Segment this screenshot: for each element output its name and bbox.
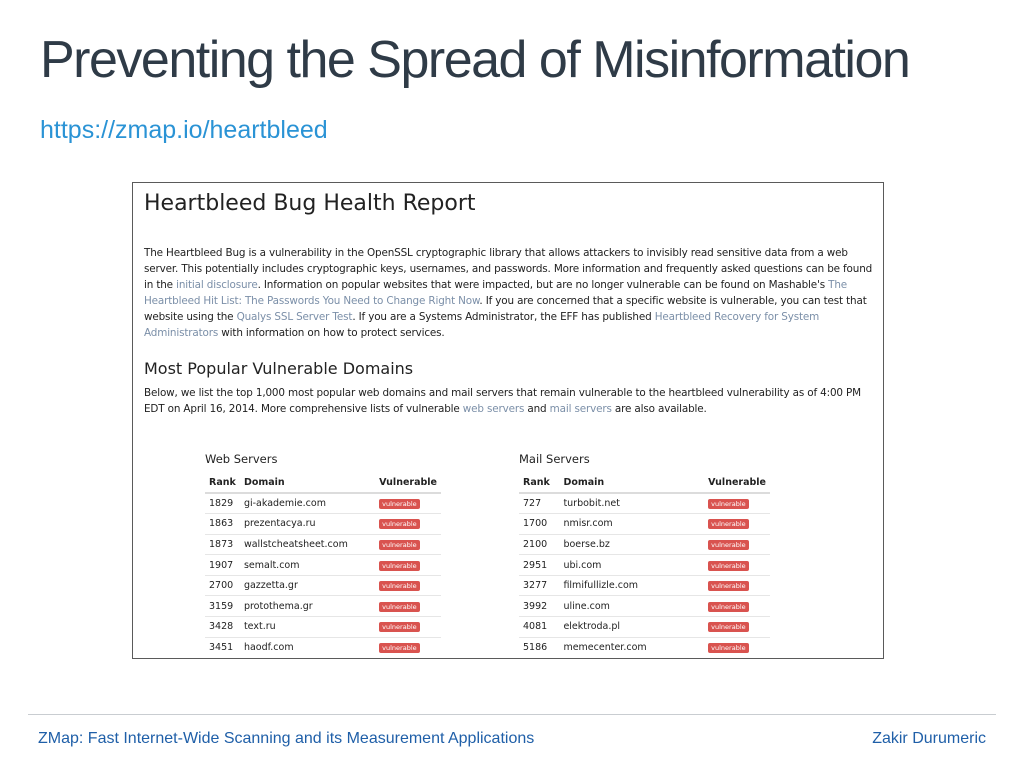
intro-text-4: . If you are a Systems Administrator, the EFF has published xyxy=(352,311,655,323)
table-row xyxy=(205,617,441,638)
below-text-2: and xyxy=(524,403,550,415)
rank-cell: 2951 xyxy=(519,555,559,576)
table-row xyxy=(205,534,441,555)
vulnerable-badge: vulnerable xyxy=(379,540,419,550)
vulnerable-badge: vulnerable xyxy=(708,581,748,591)
footer-author: Zakir Durumeric xyxy=(872,730,986,747)
table-row xyxy=(205,575,441,596)
domain-cell: uline.com xyxy=(559,596,704,617)
mail-servers-table xyxy=(519,473,770,658)
vulnerable-badge: vulnerable xyxy=(379,499,419,509)
vulnerable-badge: vulnerable xyxy=(708,561,748,571)
rank-cell: 3159 xyxy=(205,596,240,617)
footer-talk-title: ZMap: Fast Internet-Wide Scanning and its Measurement Applications xyxy=(38,730,535,747)
intro-text-5: with information on how to protect services. xyxy=(218,327,445,339)
table-row xyxy=(519,637,770,658)
vulnerable-badge: vulnerable xyxy=(379,519,419,529)
rank-header: Rank xyxy=(205,473,240,493)
vulnerable-header: Vulnerable xyxy=(375,473,441,493)
rank-cell: 1700 xyxy=(519,514,559,535)
rank-cell: 3451 xyxy=(205,637,240,658)
domain-cell: protothema.gr xyxy=(240,596,375,617)
vulnerable-domains-heading: Most Popular Vulnerable Domains xyxy=(144,359,414,378)
domain-cell: ubi.com xyxy=(559,555,704,576)
rank-cell: 1873 xyxy=(205,534,240,555)
domains-description xyxy=(144,385,879,417)
domain-header: Domain xyxy=(559,473,704,493)
table-row xyxy=(519,514,770,535)
domain-cell: boerse.bz xyxy=(559,534,704,555)
vulnerable-cell xyxy=(704,514,770,535)
report-heading: Heartbleed Bug Health Report xyxy=(144,191,476,216)
rank-cell: 2700 xyxy=(205,575,240,596)
intro-text-3: . If you are concerned that a specific website is vulnerable, you can test that website using the xyxy=(144,295,867,323)
domain-cell: gi-akademie.com xyxy=(243,498,326,510)
table-row xyxy=(519,555,770,576)
vulnerable-badge: vulnerable xyxy=(379,581,419,591)
domain-cell: elektroda.pl xyxy=(559,617,704,638)
intro-text-1: The Heartbleed Bug is a vulnerability in the OpenSSL cryptographic library that allows attackers to invisibly read sensitive data from a web server. This potentially includes cryptographic keys, usernames, and passwords. More information and frequently asked questions can be found in the xyxy=(144,247,873,291)
domain-cell: memecenter.com xyxy=(559,637,704,658)
web-servers-title: Web Servers xyxy=(205,452,278,466)
eff-recovery-link[interactable]: Heartbleed Recovery for System Administrators xyxy=(144,311,820,339)
vulnerable-cell xyxy=(704,555,770,576)
vulnerable-cell xyxy=(704,493,770,514)
rank-cell: 1863 xyxy=(205,514,240,535)
table-row xyxy=(519,534,770,555)
vulnerable-cell xyxy=(704,637,770,658)
qualys-test-link[interactable]: Qualys SSL Server Test xyxy=(236,311,353,323)
domain-header: Domain xyxy=(240,473,375,493)
vulnerable-cell xyxy=(375,514,441,535)
rank-cell: 2100 xyxy=(519,534,559,555)
vulnerable-badge: vulnerable xyxy=(708,499,748,509)
table-row xyxy=(205,493,441,514)
table-row xyxy=(205,596,441,617)
mail-servers-title: Mail Servers xyxy=(519,452,590,466)
vulnerable-cell xyxy=(375,534,441,555)
vulnerable-cell xyxy=(704,534,770,555)
table-row xyxy=(519,596,770,617)
initial-disclosure-link[interactable]: initial disclosure xyxy=(176,279,258,291)
table-row xyxy=(519,493,770,514)
vulnerable-cell xyxy=(375,493,441,514)
vulnerable-cell xyxy=(704,617,770,638)
vulnerable-cell xyxy=(375,575,441,596)
vulnerable-badge: vulnerable xyxy=(708,622,748,632)
rank-cell: 3428 xyxy=(205,617,240,638)
slide-title: Preventing the Spread of Misinformation xyxy=(40,31,910,89)
table-row xyxy=(205,637,441,658)
below-text-3: are also available. xyxy=(611,403,707,415)
vulnerable-badge: vulnerable xyxy=(708,519,748,529)
heartbleed-url-link[interactable]: https://zmap.io/heartbleed xyxy=(40,116,328,144)
vulnerable-cell xyxy=(704,575,770,596)
vulnerable-badge: vulnerable xyxy=(708,602,748,612)
intro-paragraph xyxy=(144,245,879,341)
table-row xyxy=(205,514,441,535)
vulnerable-badge: vulnerable xyxy=(708,643,748,653)
vulnerable-badge: vulnerable xyxy=(379,643,419,653)
rank-cell: 1907 xyxy=(205,555,240,576)
hit-list-link[interactable]: The Heartbleed Hit List: The Passwords You Need to Change Right Now xyxy=(144,279,848,307)
domain-cell: text.ru xyxy=(240,617,375,638)
vulnerable-badge: vulnerable xyxy=(379,561,419,571)
heartbleed-report-screenshot xyxy=(132,182,884,659)
rank-cell: 1829 xyxy=(209,498,234,510)
intro-text-2: . Information on popular websites that were impacted, but are no longer vulnerable can be found on Mashable's xyxy=(257,279,829,291)
domain-cell: wallstcheatsheet.com xyxy=(240,534,375,555)
rank-cell: 4081 xyxy=(519,617,559,638)
vulnerable-badge: vulnerable xyxy=(379,622,419,632)
web-servers-link[interactable]: web servers xyxy=(462,403,525,415)
rank-cell: 5186 xyxy=(519,637,559,658)
vulnerable-cell xyxy=(375,637,441,658)
rank-cell: 3992 xyxy=(519,596,559,617)
domain-cell: prezentacya.ru xyxy=(240,514,375,535)
vulnerable-badge: vulnerable xyxy=(708,540,748,550)
table-header-row xyxy=(519,473,770,493)
table-row xyxy=(205,555,441,576)
domain-cell: gazzetta.gr xyxy=(240,575,375,596)
footer-divider xyxy=(28,714,996,715)
rank-header: Rank xyxy=(519,473,559,493)
domain-cell: filmifullizle.com xyxy=(559,575,704,596)
rank-cell: 3277 xyxy=(519,575,559,596)
domain-cell: haodf.com xyxy=(240,637,375,658)
table-row xyxy=(519,617,770,638)
table-header-row xyxy=(205,473,441,493)
vulnerable-cell xyxy=(375,596,441,617)
below-text-1: Below, we list the top 1,000 most popular web domains and mail servers that remain vulnerable to the heartbleed vulnerability as of 4:00 PM EDT on April 16, 2014. More comprehensive lists of vulnerable xyxy=(144,387,861,415)
vulnerable-cell xyxy=(704,596,770,617)
domain-cell: semalt.com xyxy=(240,555,375,576)
domain-cell: turbobit.net xyxy=(563,498,620,510)
web-servers-table xyxy=(205,473,441,658)
vulnerable-cell xyxy=(375,617,441,638)
table-row xyxy=(519,575,770,596)
rank-cell: 727 xyxy=(523,498,542,510)
mail-servers-link[interactable]: mail servers xyxy=(549,403,612,415)
vulnerable-header: Vulnerable xyxy=(704,473,770,493)
vulnerable-badge: vulnerable xyxy=(379,602,419,612)
vulnerable-cell xyxy=(375,555,441,576)
domain-cell: nmisr.com xyxy=(559,514,704,535)
